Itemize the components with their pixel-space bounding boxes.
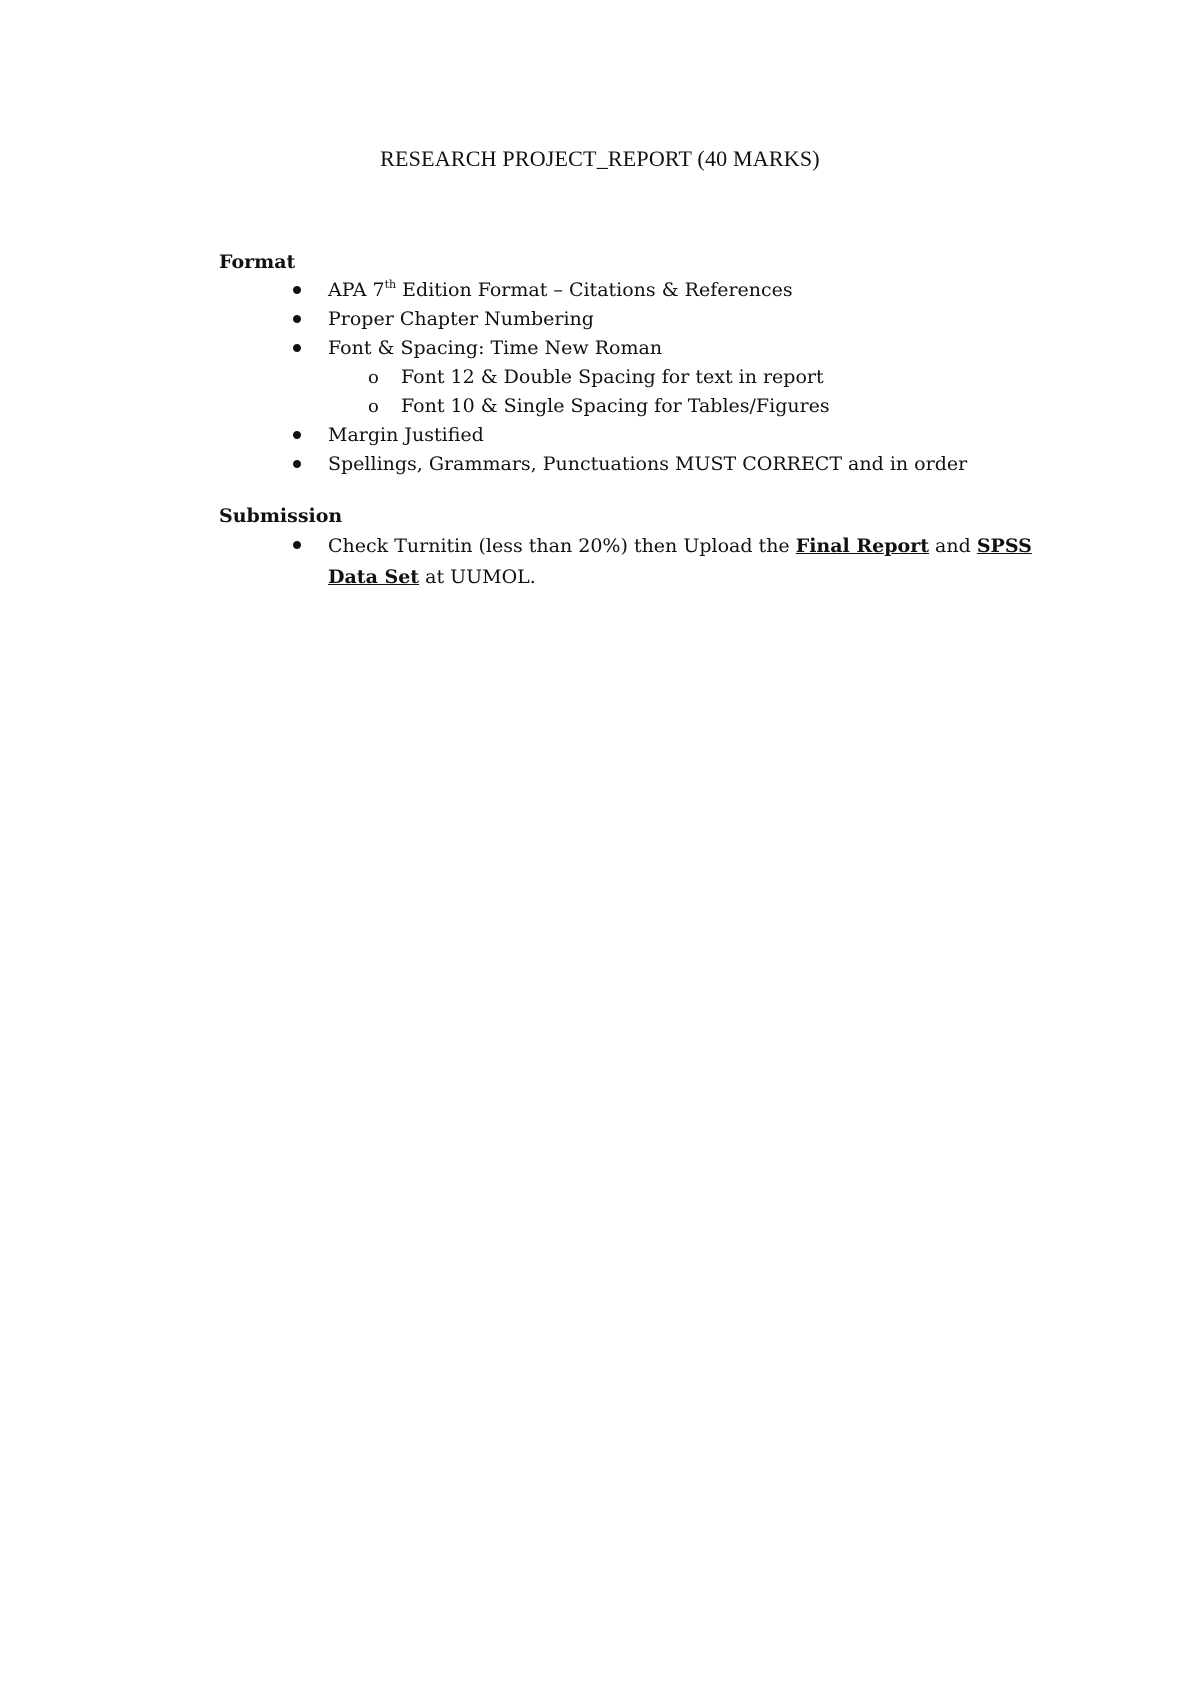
spss-data-set-emphasis: SPSS Data Set [328,535,1032,588]
circle-bullet-icon: o [368,367,379,388]
document-title: RESEARCH PROJECT_REPORT (40 MARKS) [380,146,820,171]
list-item: Margin Justified [0,421,1200,450]
final-report-emphasis: Final Report [795,535,930,557]
list-item: Font & Spacing: Time New Roman [0,334,1200,363]
circle-bullet-icon: o [368,396,379,417]
bullet-icon [293,431,301,439]
sub-list-item: o Font 12 & Double Spacing for text in report [0,363,1200,392]
bullet-icon [293,286,301,294]
list-item: Spellings, Grammars, Punctuations MUST CORRECT and in order [0,450,1200,479]
submission-list [0,531,1200,593]
sub-list-item: o Font 10 & Single Spacing for Tables/Figures [0,392,1200,421]
bullet-icon [293,460,301,468]
bullet-icon [293,315,301,323]
format-heading: Format [219,251,296,273]
format-list [0,276,1200,479]
list-item: Check Turnitin (less than 20%) then Upload the Final Report and SPSS Data Set at UUMOL. [0,531,1048,593]
bullet-icon [293,541,301,549]
list-item: APA 7th Edition Format – Citations & References [0,276,1200,305]
submission-heading: Submission [219,505,343,527]
list-item: Proper Chapter Numbering [0,305,1200,334]
bullet-icon [293,344,301,352]
